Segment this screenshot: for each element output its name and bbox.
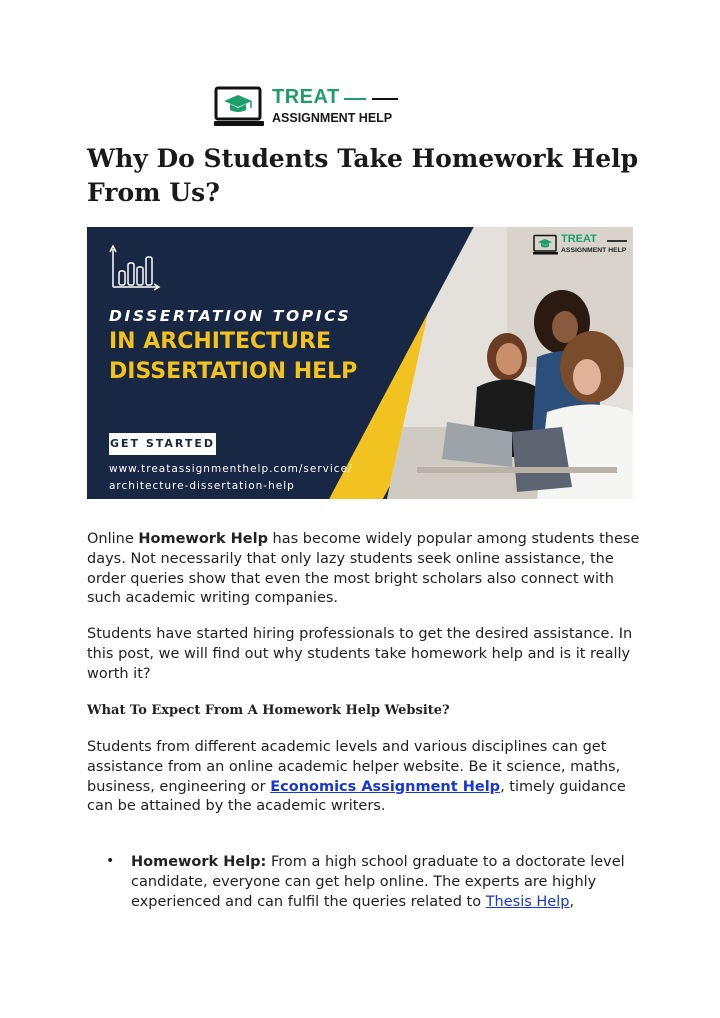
third-paragraph	[87, 738, 647, 817]
banner-url-line: architecture-dissertation-help	[109, 480, 295, 492]
banner-url-line: www.treatassignmenthelp.com/service/	[109, 463, 353, 475]
bullet-item	[131, 853, 641, 912]
economics-assignment-help-link[interactable]: Economics Assignment Help	[270, 778, 501, 795]
bullet-label: Homework Help:	[131, 854, 267, 870]
banner-heading-small: DISSERTATION TOPICS	[109, 307, 352, 325]
banner-logo-name: TREAT	[561, 233, 597, 245]
logo-name: TREAT	[272, 86, 340, 108]
intro-paragraph	[87, 530, 647, 609]
homework-help-bold: Homework Help	[138, 531, 268, 547]
logo-dash	[344, 98, 366, 100]
logo-dash	[372, 98, 398, 100]
graduation-cap-monitor-icon	[214, 86, 266, 128]
text-span: has become widely popular among students these days. Not necessarily that only lazy students seek online assistance, the order queries show that even the most bright scholars also connect with such academic writing companies.	[87, 531, 640, 607]
text-span: Students from different academic levels and various disciplines can get assistance from an online academic helper website. Be it science, maths, business, engineering or	[87, 739, 621, 795]
banner-logo-dash	[607, 240, 627, 242]
bar-chart-icon	[109, 243, 161, 291]
logo-tagline: ASSIGNMENT HELP	[272, 111, 393, 125]
page-title: Why Do Students Take Homework Help From Us?	[87, 144, 639, 207]
text-span: Online	[87, 531, 139, 547]
banner-url	[109, 461, 353, 495]
banner-logo-tagline: ASSIGNMENT HELP	[561, 247, 627, 254]
text-span: , timely guidance can be attained by the academic writers.	[87, 778, 626, 815]
banner-logo	[533, 234, 629, 258]
text-span: From a high school graduate to a doctorate level candidate, everyone can get help online. The experts are highly experienced and can fulfil the queries related to	[131, 854, 625, 910]
brand-logo	[214, 86, 404, 128]
thesis-help-link[interactable]: Thesis Help	[485, 893, 570, 910]
section-heading: What To Expect From A Homework Help Website?	[87, 703, 450, 718]
get-started-button[interactable]: GET STARTED	[109, 433, 216, 455]
text-span: ,	[569, 893, 575, 910]
graduation-cap-monitor-icon	[533, 234, 559, 256]
bullet-dot: •	[106, 853, 115, 869]
banner-heading-large: IN ARCHITECTURE DISSERTATION HELP	[109, 329, 358, 384]
second-paragraph: Students have started hiring professionals to get the desired assistance. In this post, we will find out why students take homework help and is it really worth it?	[87, 626, 633, 682]
dissertation-banner[interactable]	[87, 227, 633, 499]
